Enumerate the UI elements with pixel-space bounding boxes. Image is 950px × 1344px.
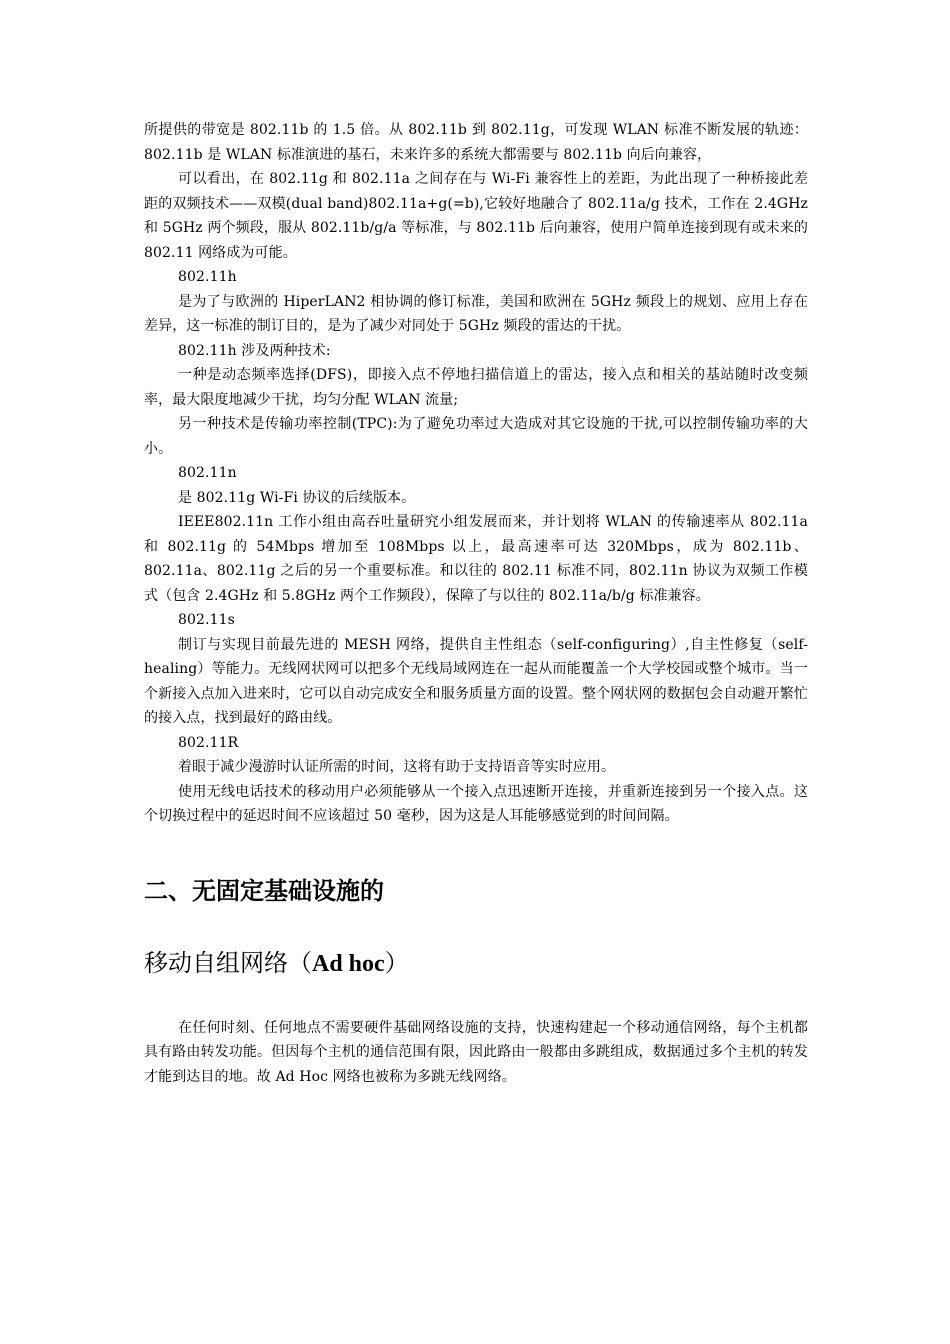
paragraph-adhoc: 在任何时刻、任何地点不需要硬件基础网络设施的支持，快速构建起一个移动通信网络，每个主机都具有路由转发功能。但因每个主机的通信范围有限，因此路由一般都由多跳组成，数据通过多个主机的转发才能到达目的地。故 Ad Hoc 网络也被称为多跳无线网络。 [144, 1019, 808, 1085]
paragraph-heading-80211r: 802.11R [178, 734, 239, 751]
top-paragraphs [144, 118, 808, 829]
subsection-heading [144, 947, 808, 980]
paragraph: 802.11h 涉及两种技术: [178, 342, 331, 359]
subsection-heading-cn: 移动自组网络（ [144, 948, 312, 977]
paragraph: 另一种技术是传输功率控制(TPC):为了避免功率过大造成对其它设施的干扰,可以控制传输功率的大小。 [144, 416, 808, 457]
paragraph: 着眼于减少漫游时认证所需的时间，这将有助于支持语音等实时应用。 [178, 759, 616, 775]
paragraph-heading-80211s: 802.11s [178, 612, 235, 628]
subsection-heading-latin: Ad hoc [312, 950, 385, 977]
paragraph: 可以看出，在 802.11g 和 802.11a 之间存在与 Wi-Fi 兼容性上的差距，为此出现了一种桥接此差距的双频技术——双模(dual band)802.11a+g(=b),它较好地融合了 802.11a/g 技术，工作在 2.4GHz 和 5GHz 两个频段，服从 802.11b/g/a 等标准，与 802.11b 后向兼容，使用户简单连接到现有或未来的 802.11 网络成为可能。 [144, 171, 808, 261]
paragraph: IEEE802.11n 工作小组由高吞吐量研究小组发展而来，并计划将 WLAN 的传输速率从 802.11a 和 802.11g 的 54Mbps 增加至 108Mbps 以上，最高速率可达 320Mbps，成为 802.11b、802.11a、802.11g 之后的另一个重要标准。和以往的 802.11 标准不同，802.11n 协议为双频工作模式（包含 2.4GHz 和 5.8GHz 两个工作频段），保障了与以往的 802.11a/b/g 标准兼容。 [144, 514, 808, 604]
document-body [144, 118, 808, 1089]
section-heading: 二、无固定基础设施的 [144, 876, 384, 905]
subsection-heading-close: ） [384, 948, 409, 977]
paragraph: 是 802.11g Wi-Fi 协议的后续版本。 [178, 489, 416, 506]
paragraph: 是为了与欧洲的 HiperLAN2 相协调的修订标准，美国和欧洲在 5GHz 频段上的规划、应用上存在差异，这一标准的制订目的，是为了减少对同处于 5GHz 频段的雷达的干扰。 [144, 293, 808, 334]
paragraph: 使用无线电话技术的移动用户必须能够从一个接入点迅速断开连接，并重新连接到另一个接入点。这个切换过程中的延迟时间不应该超过 50 毫秒，因为这是人耳能够感觉到的时间间隔。 [144, 783, 808, 824]
paragraph-heading-80211n: 802.11n [178, 465, 237, 481]
paragraph-heading-80211h: 802.11h [178, 269, 237, 285]
paragraph: 制订与实现目前最先进的 MESH 网络，提供自主性组态（self-configuring）,自主性修复（self-healing）等能力。无线网状网可以把多个无线局域网连在一起从而能覆盖一个大学校园或整个城市。当一个新接入点加入进来时，它可以自动完成安全和服务质量方面的设置。整个网状网的数据包会自动避开繁忙的接入点，找到最好的路由线。 [144, 636, 808, 726]
paragraph: 所提供的带宽是 802.11b 的 1.5 倍。从 802.11b 到 802.11g，可发现 WLAN 标准不断发展的轨迹：802.11b 是 WLAN 标准演进的基石，未来许多的系统大都需要与 802.11b 向后向兼容， [144, 122, 808, 163]
paragraph: 一种是动态频率选择(DFS)，即接入点不停地扫描信道上的雷达，接入点和相关的基站随时改变频率，最大限度地减少干扰，均匀分配 WLAN 流量; [144, 367, 808, 408]
